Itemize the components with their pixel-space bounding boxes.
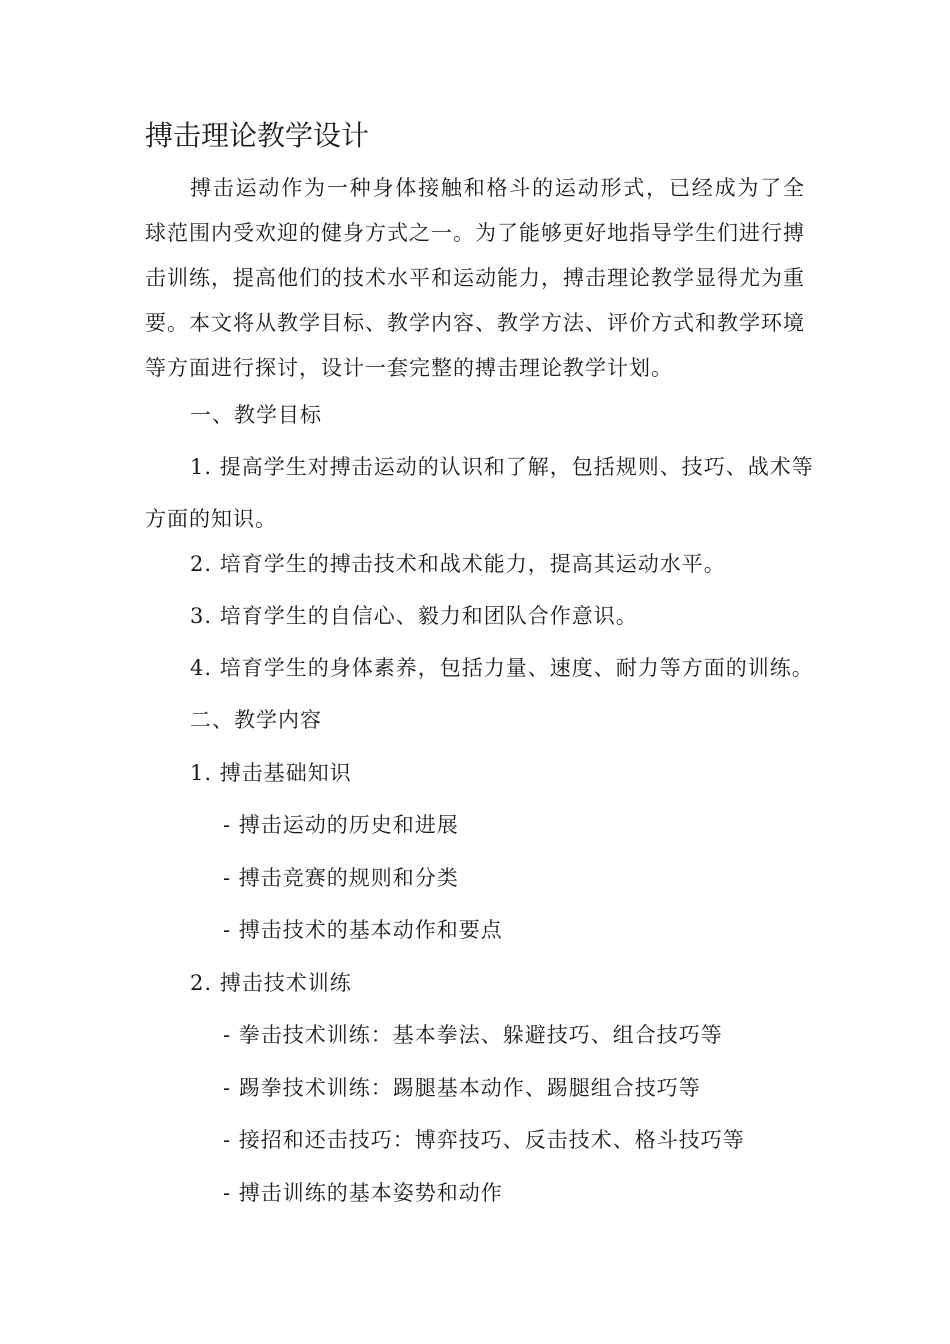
content-subitem: - 搏击技术的基本动作和要点: [223, 918, 503, 942]
section-heading-content: 二、教学内容: [190, 708, 322, 732]
goal-item-4: 4. 培育学生的身体素养，包括力量、速度、耐力等方面的训练。: [190, 656, 814, 680]
content-subitem: - 搏击训练的基本姿势和动作: [223, 1181, 503, 1205]
content-subitem: - 搏击运动的历史和进展: [223, 813, 459, 837]
content-group-1-label: 1. 搏击基础知识: [190, 761, 352, 785]
content-group-2-label: 2. 搏击技术训练: [190, 971, 352, 995]
goal-item-1: 1. 提高学生对搏击运动的认识和了解，包括规则、技巧、战术等方面的知识。: [145, 455, 814, 531]
goal-item-2: 2. 培育学生的搏击技术和战术能力，提高其运动水平。: [190, 552, 726, 576]
content-subitem: - 接招和还击技巧：博弈技巧、反击技术、格斗技巧等: [223, 1128, 745, 1152]
intro-paragraph: 搏击运动作为一种身体接触和格斗的运动形式，已经成为了全球范围内受欢迎的健身方式之一。为了能够更好地指导学生们进行搏击训练，提高他们的技术水平和运动能力，搏击理论教学显得尤为重要。本文将从教学目标、教学内容、教学方法、评价方式和教学环境等方面进行探讨，设计一套完整的搏击理论教学计划。: [145, 176, 805, 380]
content-subitem: - 拳击技术训练：基本拳法、躲避技巧、组合技巧等: [223, 1023, 723, 1047]
document-title: 搏击理论教学设计: [145, 119, 370, 152]
section-heading-goals: 一、教学目标: [190, 403, 322, 427]
goal-item-3: 3. 培育学生的自信心、毅力和团队合作意识。: [190, 604, 638, 628]
content-subitem: - 搏击竞赛的规则和分类: [223, 866, 459, 890]
content-subitem: - 踢拳技术训练：踢腿基本动作、踢腿组合技巧等: [223, 1076, 701, 1100]
